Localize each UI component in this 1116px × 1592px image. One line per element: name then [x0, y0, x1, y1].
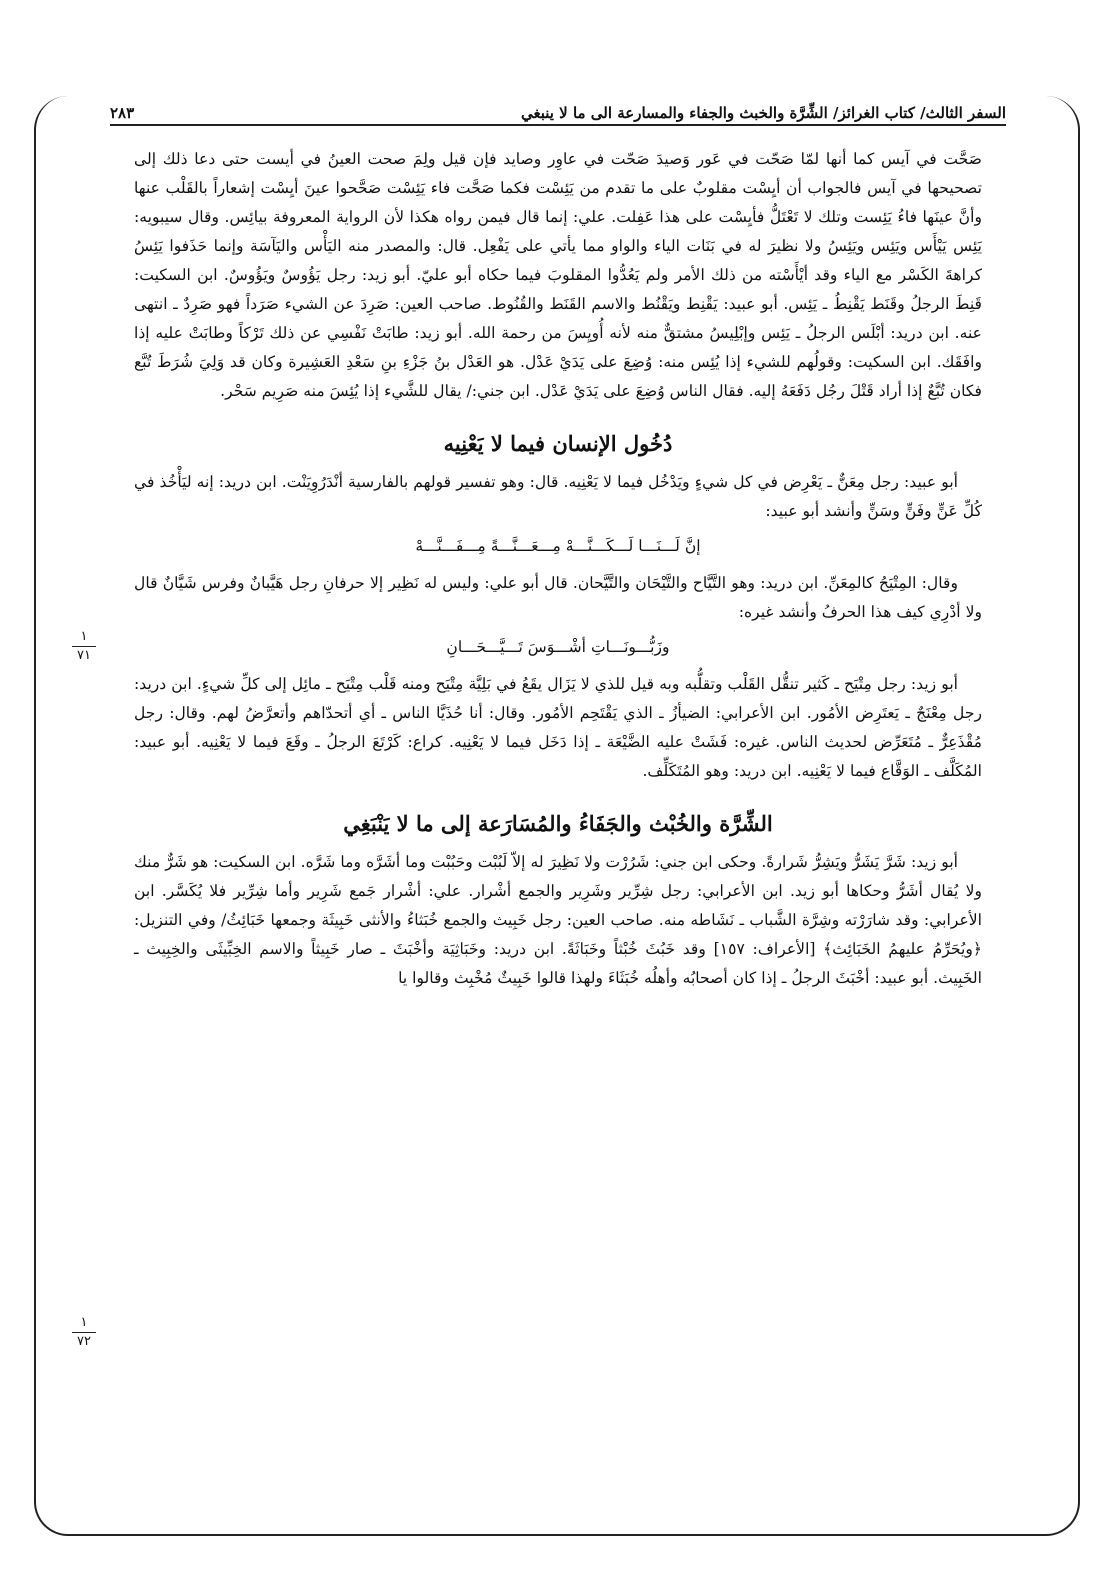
paragraph: أبو زيد: شَرَّ يَشَرُّ ويَشِرُّ شَرارةً. وحكى ابن جني: شَرُرْت ولا نَظِيرَ له إلاّ لَبُبْت وحَبُبْت وما أشَرَّه وما شَرَّه. ابن السكيت: هو شَرٌّ منك ولا يُقال أشَرُّ وحكاها أبو زيد. ابن الأعرابي: رجل شِرِّير وشَرِير والجمع أشْرار. علي: أشْرار جَمع شَرِير وأما شِرِّير فلا يُكَسَّر. ابن الأعرابي: وقد شارَرْته وشِرَّة الشَّباب ـ نَشَاطه منه. صاحب العين: رجل خَبِيث والجمع خُبَثاءُ والأنثى خَبِيثَة وجمعها خَبَائِثُ/ وفي التنزيل: ﴿ويُحَرِّمُ عليهمُ الخَبَائِث﴾ [الأعراف: ١٥٧] وقد خَبُثَ خُبْثاً وخَبَاثَةً. ابن دريد: وخَبَاثِيَة وأخْبَثَ ـ صار خَبِيثاً والاسم الخِبِّيثَى والخِبِيث ـ الخَبِيث. أبو عبيد: أخْبَثَ الرجلُ ـ إذا كان أصحابُه وأهلُه خُبَثَاءَ ولهذا قالوا خَبِيثٌ مُخْبِث وقالوا يا	[134, 853, 983, 987]
section-heading: الشِّرَّة والخُبْث والجَفَاءُ والمُسَارَعة إلى ما لا يَنْبَغِي	[343, 811, 773, 836]
verse-line: وزَبُّـــونَـــاتِ أشْـــوَسَ تَـــيَّـــحَـــانِ	[446, 638, 670, 656]
paragraph: أبو عبيد: رجل مِعَنٌّ ـ يَعْرِض في كل شيءٍ ويَدْخُل فيما لا يَعْنِيه. قال: وهو تفسير قولهم بالفارسية أنْدَرُوِيَنْت. ابن دريد: إنه ليَأْخُذ في كُلِّ عَنٍّ وفَنٍّ وسَنٍّ وأنشد أبو عبيد:	[134, 473, 982, 520]
paragraph: صَحَّت في آيس كما أنها لمّا صَحّت في عَور وَصيدَ صَحّت في عاوِر وصايد فإن قيل ولِمَ صحت العينُ في أيست حتى دعا ذلك إلى تصحيحها في آيس فالجواب أن أيِسْت مقلوبٌ على ما تقدم من يَئِسْت فكما صَحَّت فاء يَئِسْت صَحَّحوا عينَ أيِسْت إشعاراً بالقَلْب عنها وأنَّ عينَها فاءُ يَئِست وتلك لا تَعْتَلُّ فأيِسْت على هذا عَفِلت. علي: إنما قال فيمن رواه هكذا لأن الرواية المعروفة بيائِس. وقال سيبويه: يَئِس يَيْأَس ويَئِس ويَئِسُ ولا نظيرَ له في بَنَات الياء والواو مما يأتي على يَفْعِل. قال: والمصدر منه اليَأْس واليَآسَة وإنما حَذَفوا يَئِسُ كراهةَ الكَسْر مع الياء وقد أيْأَسْته من ذلك الأمر ولم يَعُدُّوا المقلوبَ فيما حكاه أبو عليّ. أبو زيد: رجل يَؤُوسٌ ويَؤُوسٌ. ابن السكيت: قَنِطَ الرجلُ وقَنَط يَقْنِطُ ـ يَئِس. أبو عبيد: يَقْنِط ويَقْنُط والاسم القَنَط والقُنُوط. صاحب العين: صَرِدَ عن الشيء صَرَداً فهو صَرِدٌ ـ انتهى عنه. ابن دريد: أبْلَس الرجلُ ـ يَئِس وإبْلِيسُ مشتقٌّ منه لأنه أُويِسَ من رحمة الله. أبو زيد: طابَتْ نَفْسِي عن ذلك تَرْكاً وطابَتْ عليه إذا وافَقَك. ابن السكيت: وقولُهم للشيء إذا يُئِس منه: وُضِعَ على يَدَيْ عَدْل. هو العَدْل بنُ جَزْءِ بنِ سَعْدِ العَشِيرة وكان قد وَلِيَ شُرَطَ تُبَّع فكان تُبَّعٌ إذا أراد قَتْلَ رجُل دَفَعَهُ إليه. فقال الناس وُضِعَ على يَدَيْ عَدْل. ابن جني:/ يقال للشَّيء إذا يُئِسَ منه صَرِيم سَحْر.	[134, 150, 982, 400]
header-title: السفر الثالث/ كتاب الغرائز/ الشِّرَّة والخبث والجفاء والمسارعة الى ما لا ينبغي	[520, 104, 1006, 122]
margin-note-2	[64, 1316, 104, 1349]
margin-note-2-bottom: ٧٢	[77, 1334, 91, 1349]
page-number: ٢٨٣	[110, 104, 135, 122]
paragraph: أبو زيد: رجل مِتْيَح ـ كَثير تنقُّل القَلْب وتقلُّبه وبه قيل للذي لا يَزَال يقَعُ في بَلِيَّة مِتْيَح ومنه قَلْب مِتْيَح ـ مائِل إلى كلِّ شيءٍ. ابن دريد: رجل مِعْنَجٌ ـ يَعتَرِض الأمُور. ابن الأعرابي: الضيأزُ ـ الذي يَقْتَحِم الأمُور. وقال: أنا حُذَيَّا الناس ـ أي أتحدّاهم وأتعرَّضُ لهم. وقال: رجل مُقْذَعِرٌّ ـ مُتَعَرِّض لحديث الناس. غيره: فَشَتْ عليه الضَّيْعَة ـ إذا دَخَل فيما لا يَعْنِيه. كراع: كَرْتَعَ الرجلُ ـ وقَعَ فيما لا يَعْنِيه. أبو عبيد: المُكَلَّف ـ الوَقَّاع فيما لا يَعْنِيه. ابن دريد: وهو المُتَكَلِّف.	[134, 675, 982, 780]
margin-note-1-bottom: ٧١	[77, 648, 91, 663]
margin-note-1	[64, 630, 104, 663]
running-header	[110, 100, 1006, 126]
margin-note-2-top: ١	[80, 1315, 88, 1330]
page-body	[134, 145, 982, 993]
section-heading: دُخُول الإنسان فيما لا يَعْنِيه	[443, 431, 673, 456]
verse-line: إنَّ لَـــنَـــا لَـــكَـــنَّـــهْ مِـــعَـــنَّـــةً مِـــفَـــنَّـــهْ	[415, 537, 701, 555]
paragraph: وقال: المِتْيَحُ كالمِعَنِّ. ابن دريد: وهو التَّيَّاح والتَّيْحَان والتَّيَّحان. قال أبو علي: وليس له نَظِير إلا حرفانِ رجل هَيَّبانٌ وفرس شَيَّانٌ قال ولا أدْرِي كيف هذا الحرفُ وأنشد غيره:	[134, 574, 982, 621]
margin-note-1-top: ١	[80, 629, 88, 644]
